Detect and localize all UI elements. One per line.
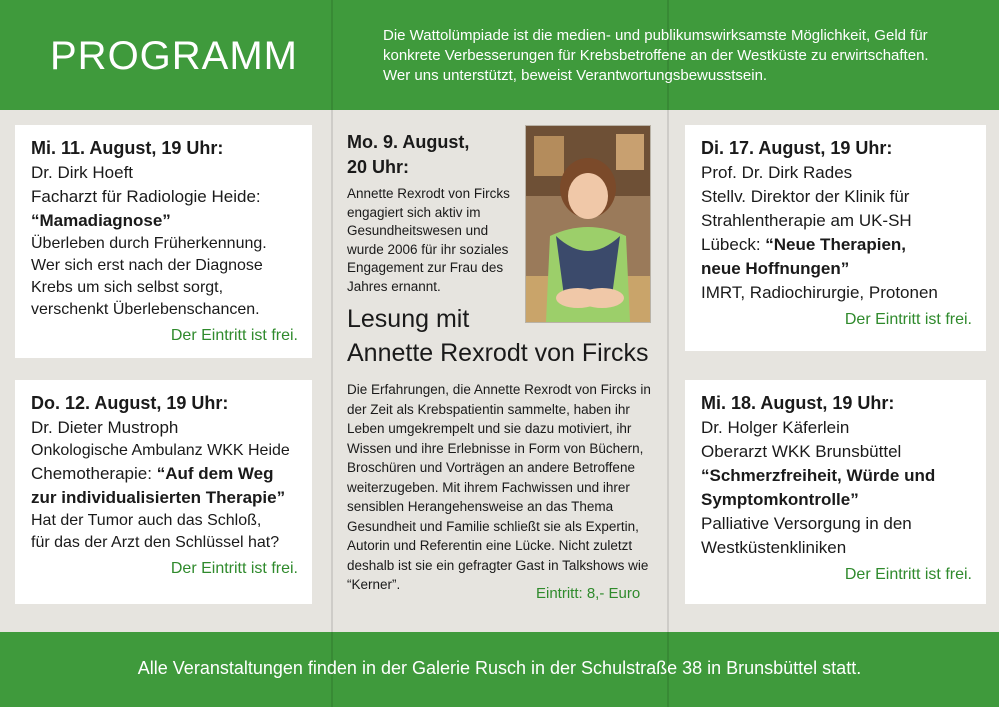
event-topic-title: “Auf dem Weg [156, 464, 274, 483]
entry-fee: Eintritt: 8,- Euro [536, 585, 641, 602]
event-card-aug-17 [685, 125, 986, 351]
event-speaker: Dr. Dirk Hoeft [31, 163, 134, 182]
event-role: Facharzt für Radiologie Heide: [31, 187, 261, 206]
middle-date-line: Mo. 9. August, [347, 132, 470, 152]
speaker-photo [525, 125, 651, 323]
event-role: Onkologische Ambulanz WKK Heide [31, 442, 290, 459]
event-desc-line: Wer sich erst nach der Diagnose [31, 257, 263, 274]
event-topic-title-cont: zur individualisierten Therapie” [31, 488, 286, 507]
event-card-aug-11 [15, 125, 312, 358]
event-desc-line: verschenkt Überlebenschancen. [31, 301, 260, 318]
event-desc-line: Palliative Versorgung in den [701, 514, 912, 533]
entry-free-note: Der Eintritt ist frei. [844, 566, 972, 583]
event-desc-line: Überleben durch Früherkennung. [31, 235, 267, 252]
fold-line-right [667, 0, 669, 707]
event-speaker: Dr. Dieter Mustroph [31, 418, 179, 437]
event-role: Strahlentherapie am UK-SH [701, 211, 912, 230]
event-role: Stellv. Direktor der Klinik für [701, 187, 910, 206]
event-topic-title: “Neue Therapien, [765, 235, 907, 254]
event-role-location: Lübeck: [701, 235, 766, 254]
page-title: PROGRAMM [50, 34, 298, 78]
reading-heading-name: Annette Rexrodt von Fircks [347, 339, 649, 367]
event-date: Mi. 11. August, 19 Uhr: [31, 138, 224, 158]
entry-free-note: Der Eintritt ist frei. [844, 311, 972, 328]
reading-heading [347, 302, 667, 370]
event-topic [31, 462, 298, 486]
event-desc-line: für das der Arzt den Schlüssel hat? [31, 534, 280, 551]
event-role: Oberarzt WKK Brunsbüttel [701, 442, 902, 461]
event-topic-prefix: Chemotherapie: [31, 464, 157, 483]
reading-description: Die Erfahrungen, die Annette Rexrodt von Fircks in der Zeit als Krebspatientin sammelte, haben ihr Leben umgekrempelt und sie dazu motiviert, ihr Wissen und ihre Erlebnisse in Form von Büchern, Broschüren und Vorträgen an andere Betroffene weiterzugeben. Mit ihrem Fachwissen und ihrer sensiblen Herangehensweise an das Thema Gesundheit und Familie schließt sie als Expertin, Autorin und Referentin eine Lücke. Nicht zuletzt deshalb ist sie ein gefragter Gast in Talkshows wie “Kerner”. [347, 382, 651, 592]
event-desc-line: Westküstenkliniken [701, 538, 847, 557]
event-speaker: Prof. Dr. Dirk Rades [701, 163, 853, 182]
event-desc-line: Krebs um sich selbst sorgt, [31, 279, 224, 296]
event-topic [701, 233, 972, 257]
entry-free-note: Der Eintritt ist frei. [170, 327, 298, 344]
event-desc-line: IMRT, Radiochirurgie, Protonen [701, 283, 938, 302]
event-topic-title-cont: neue Hoffnungen” [701, 259, 850, 278]
event-card-aug-18 [685, 380, 986, 604]
reading-heading-line: Lesung mit [347, 305, 470, 333]
entry-free-note: Der Eintritt ist frei. [170, 560, 298, 577]
intro-text: Die Wattolümpiade ist die medien- und publikumswirksamste Möglichkeit, Geld für konkrete Verbesserungen für Krebsbetroffene an der Westküste zu erwirtschaften. Wer uns unterstützt, beweist Verantwortungsbewusstsein. [383, 27, 929, 84]
portrait-illustration [526, 126, 650, 322]
event-desc-line: Hat der Tumor auch das Schloß, [31, 512, 262, 529]
event-topic-title: “Schmerzfreiheit, Würde und [701, 466, 936, 485]
footer-venue-note: Alle Veranstaltungen finden in der Galerie Rusch in der Schulstraße 38 in Brunsbüttel statt. [137, 658, 862, 678]
middle-time-line: 20 Uhr: [347, 157, 410, 177]
event-topic-title-cont: Symptomkontrolle” [701, 490, 859, 509]
event-speaker: Dr. Holger Käferlein [701, 418, 850, 437]
fold-line-left [331, 0, 333, 707]
event-date: Do. 12. August, 19 Uhr: [31, 393, 229, 413]
event-date: Mi. 18. August, 19 Uhr: [701, 393, 895, 413]
middle-bio: Annette Rexrodt von Fircks engagiert sich aktiv im Gesundheitswesen und wurde 2006 für ihr soziales Engagement zur Frau des Jahres ernannt. [347, 186, 510, 294]
event-card-aug-12 [15, 380, 312, 604]
event-date: Di. 17. August, 19 Uhr: [701, 138, 893, 158]
middle-event-date [347, 130, 517, 180]
event-topic: “Mamadiagnose” [31, 211, 171, 230]
